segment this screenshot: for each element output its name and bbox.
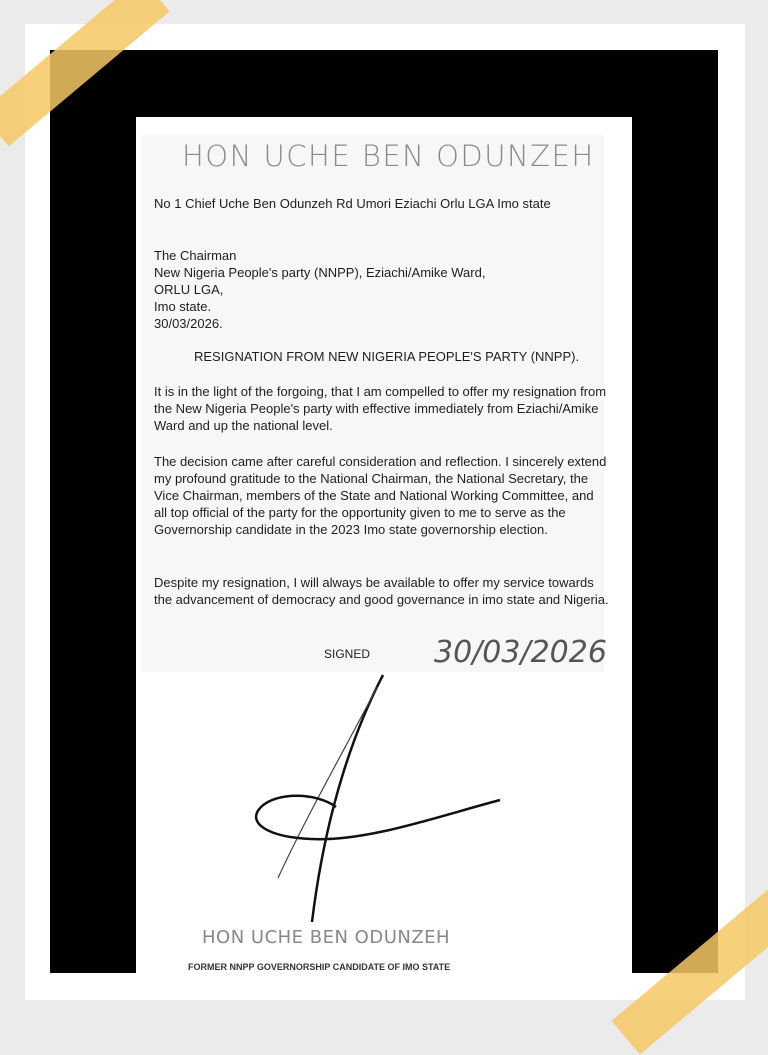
recipient-line: New Nigeria People's party (NNPP), Eziachi/Amike Ward, xyxy=(154,265,486,280)
signature-stroke xyxy=(278,687,377,878)
paragraph: The decision came after careful consideration and reflection. I sincerely extend my profound gratitude to the National Chairman, the National Secretary, the Vice Chairman, members of the State and National Working Committee, and all top official of the party for the opportunity given to me to serve as the Governorship candidate in the 2023 Imo state governorship election. xyxy=(154,454,607,537)
paragraph: Despite my resignation, I will always be available to offer my service towards the advancement of democracy and good governance in imo state and Nigeria. xyxy=(154,575,609,607)
sender-address: No 1 Chief Uche Ben Odunzeh Rd Umori Eziachi Orlu LGA Imo state xyxy=(154,196,551,211)
signed-date: 30/03/2026 xyxy=(434,635,607,670)
recipient-line: ORLU LGA, xyxy=(154,282,224,297)
paragraph: It is in the light of the forgoing, that I am compelled to offer my resignation from the New Nigeria People's party with effective immediately from Eziachi/Amike Ward and up the national level. xyxy=(154,384,607,433)
signature-title: FORMER NNPP GOVERNORSHIP CANDIDATE OF IMO STATE xyxy=(188,962,451,972)
letter-date: 30/03/2026. xyxy=(154,316,223,331)
recipient-line: Imo state. xyxy=(154,299,212,314)
signed-label: SIGNED xyxy=(324,647,371,661)
letter-paper xyxy=(136,117,632,973)
signature-image xyxy=(136,117,632,973)
letterhead: HON UCHE BEN ODUNZEH xyxy=(182,139,595,173)
signature-stroke xyxy=(312,675,383,922)
signature-name: HON UCHE BEN ODUNZEH xyxy=(202,927,451,948)
signature-stroke xyxy=(256,796,500,839)
recipient-line: The Chairman xyxy=(154,248,237,263)
subject-line: RESIGNATION FROM NEW NIGERIA PEOPLE'S PARTY (NNPP). xyxy=(194,349,580,364)
